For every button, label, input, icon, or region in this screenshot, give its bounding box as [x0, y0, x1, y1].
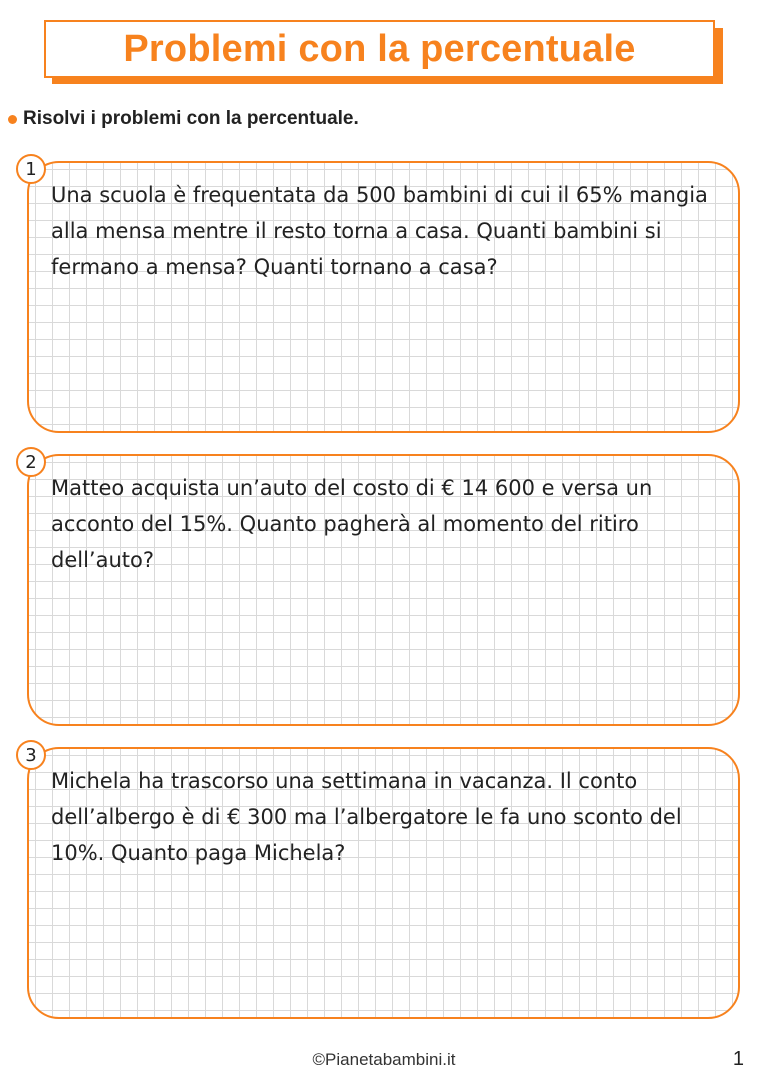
- instruction-text: Risolvi i problemi con la percentuale.: [23, 108, 359, 129]
- problem-box-2[interactable]: [27, 454, 740, 726]
- footer: [0, 1046, 768, 1076]
- problem-text: Una scuola è frequentata da 500 bambini di cui il 65% mangia alla mensa mentre il resto torna a casa. Quanti bambini si fermano a mensa? Quanti tornano a casa?: [51, 183, 708, 279]
- problem-number-badge: 1: [16, 154, 46, 184]
- problem-text: Matteo acquista un’auto del costo di € 14 600 e versa un acconto del 15%. Quanto pagherà al momento del ritiro dell’auto?: [51, 476, 653, 572]
- page-title: Problemi con la percentuale: [123, 27, 636, 70]
- problem-number-badge: 2: [16, 447, 46, 477]
- brand-credit: ©Pianetabambini.it: [312, 1050, 456, 1069]
- bullet-icon: [8, 115, 17, 124]
- page-number: 1: [732, 1048, 744, 1070]
- title-banner: [44, 20, 715, 78]
- problem-number-badge: 3: [16, 740, 46, 770]
- problem-text: Michela ha trascorso una settimana in vacanza. Il conto dell’albergo è di € 300 ma l’albergatore le fa uno sconto del 10%. Quanto paga Michela?: [51, 769, 682, 865]
- problem-box-3[interactable]: [27, 747, 740, 1019]
- instruction: [8, 108, 359, 130]
- problem-box-1[interactable]: [27, 161, 740, 433]
